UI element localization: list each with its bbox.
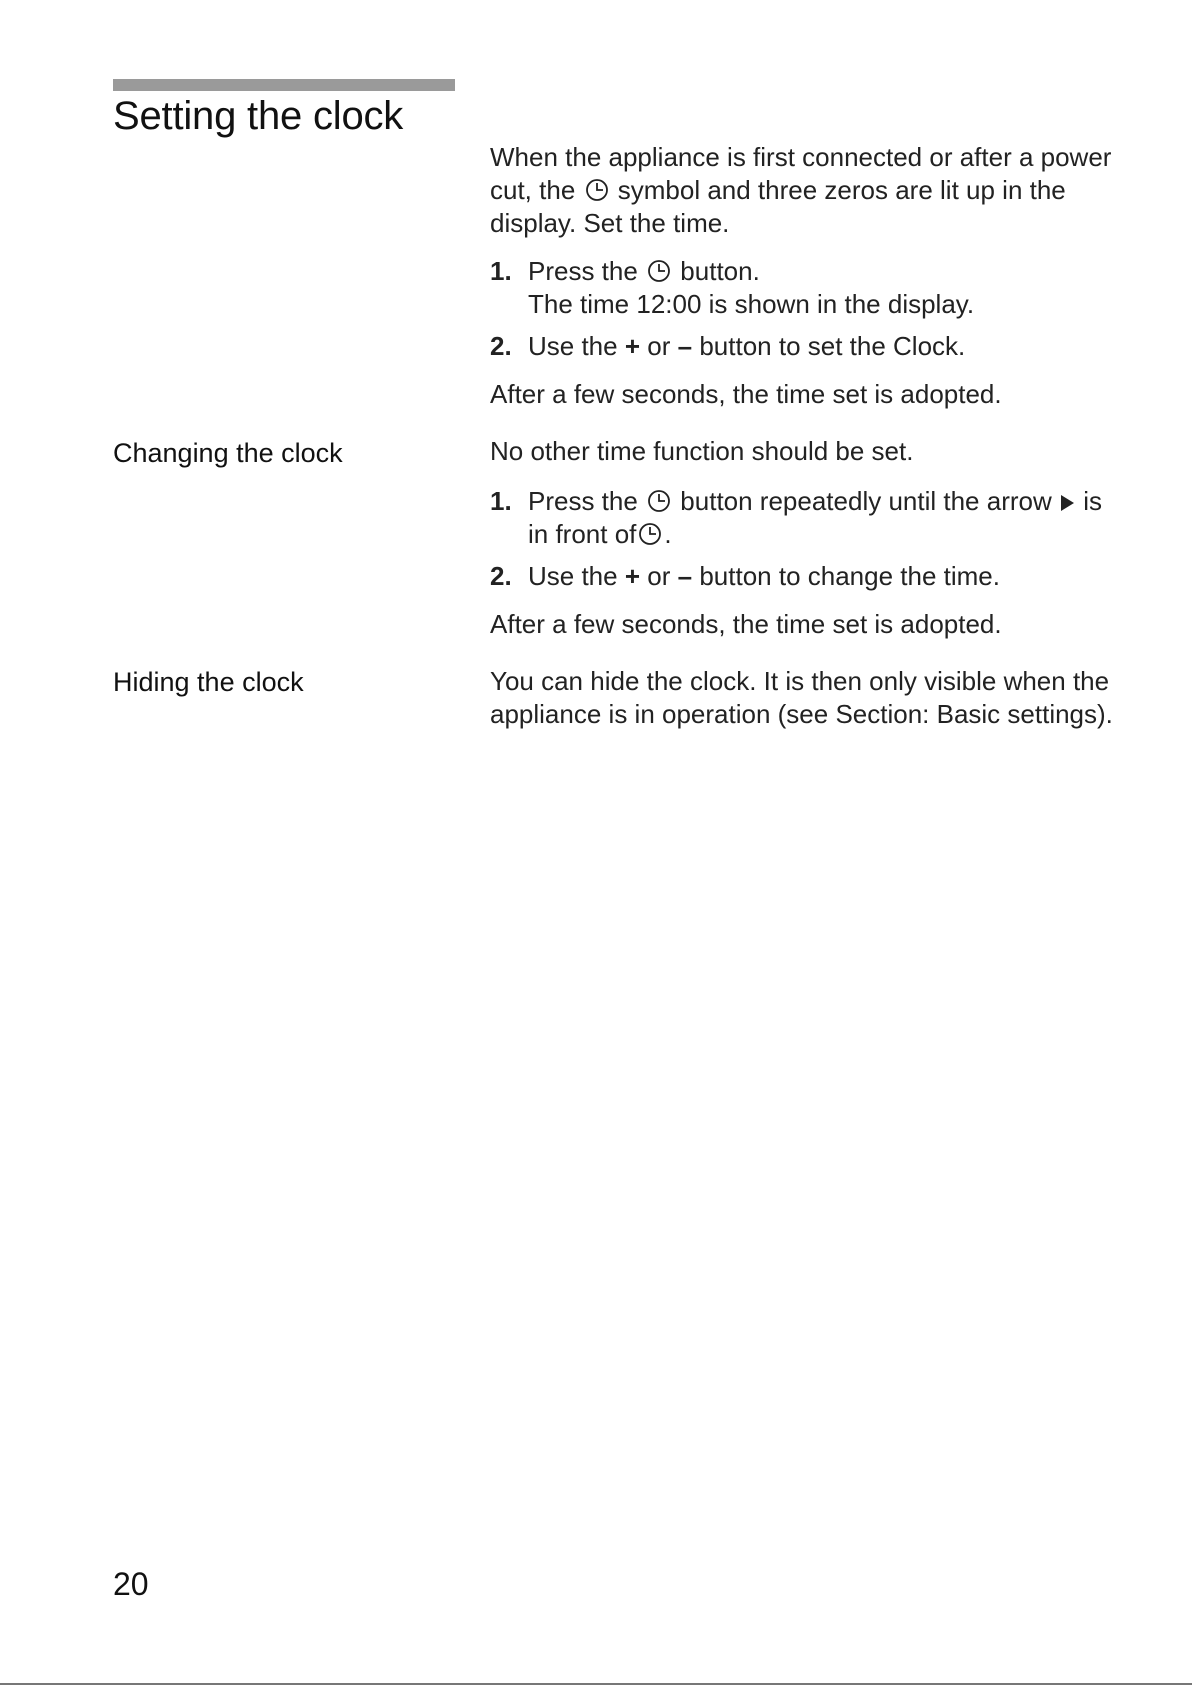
hiding-clock-heading: Hiding the clock <box>113 667 304 697</box>
plus-symbol: + <box>624 331 641 361</box>
page-title: Setting the clock <box>113 94 404 138</box>
changing-after-text: After a few seconds, the time set is adopted. <box>490 609 1002 639</box>
changing-step-1: 1. Press the button repeatedly until the arrow is in front of . <box>490 486 1102 549</box>
minus-symbol: – <box>677 561 693 591</box>
setting-step-2: 2. Use the + or – button to set the Clock. <box>490 331 966 361</box>
clock-icon <box>638 522 662 546</box>
clock-icon <box>647 489 671 513</box>
setting-section-body <box>490 141 1120 411</box>
page-number: 20 <box>113 1566 149 1602</box>
clock-icon <box>647 259 671 283</box>
clock-icon <box>585 178 609 202</box>
arrow-right-icon <box>1061 495 1074 511</box>
changing-section-body <box>490 435 1120 641</box>
changing-clock-heading: Changing the clock <box>113 438 343 468</box>
changing-intro: No other time function should be set. <box>490 436 914 466</box>
hiding-paragraph: You can hide the clock. It is then only visible when the appliance is in operation (see Section: Basic settings). <box>490 666 1113 729</box>
setting-after-text: After a few seconds, the time set is adopted. <box>490 379 1002 409</box>
setting-step-1: 1. Press the button. The time 12:00 is shown in the display. <box>490 256 975 319</box>
minus-symbol: – <box>677 331 693 361</box>
plus-symbol: + <box>624 561 641 591</box>
hiding-section-body <box>490 665 1120 731</box>
section-header-bar <box>113 79 455 91</box>
changing-step-2: 2. Use the + or – button to change the time. <box>490 561 1000 591</box>
intro-paragraph: When the appliance is first connected or after a power cut, the symbol and three zeros are lit up in the display. Set the time. <box>490 142 1112 238</box>
